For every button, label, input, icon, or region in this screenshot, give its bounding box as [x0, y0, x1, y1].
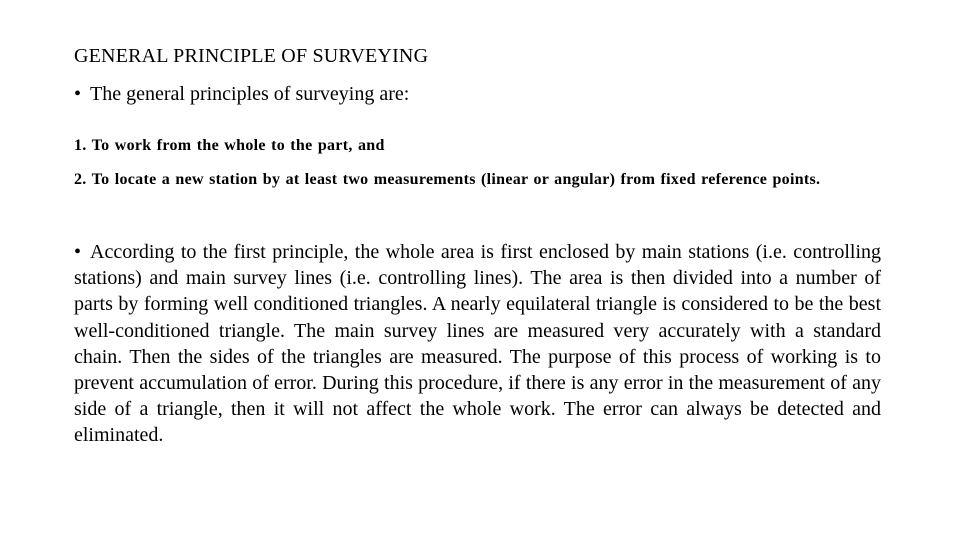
- intro-bullet: [74, 82, 409, 106]
- intro-text: The general principles of surveying are:: [90, 83, 410, 105]
- bullet-icon: •: [74, 241, 82, 263]
- slide-title: GENERAL PRINCIPLE OF SURVEYING: [74, 45, 429, 67]
- principle-1: 1. To work from the whole to the part, and: [74, 137, 385, 154]
- explanation-text: According to the first principle, the whole area is first enclosed by main stations (i.e. controlling stations) and main survey lines (i.e. controlling lines). The area is then divided into a number of parts by forming well conditioned triangles. A nearly equilateral triangle is considered to be the best well-conditioned triangle. The main survey lines are measured very accurately with a standard chain. Then the sides of the triangles are measured. The purpose of this process of working is to prevent accumulation of error. During this procedure, if there is any error in the measurement of any side of a triangle, then it will not affect the whole work. The error can always be detected and eliminated.: [74, 241, 881, 447]
- explanation-bullet: [74, 239, 881, 449]
- principle-2: 2. To locate a new station by at least two measurements (linear or angular) from fixed reference points.: [74, 171, 821, 188]
- bullet-icon: •: [74, 83, 82, 105]
